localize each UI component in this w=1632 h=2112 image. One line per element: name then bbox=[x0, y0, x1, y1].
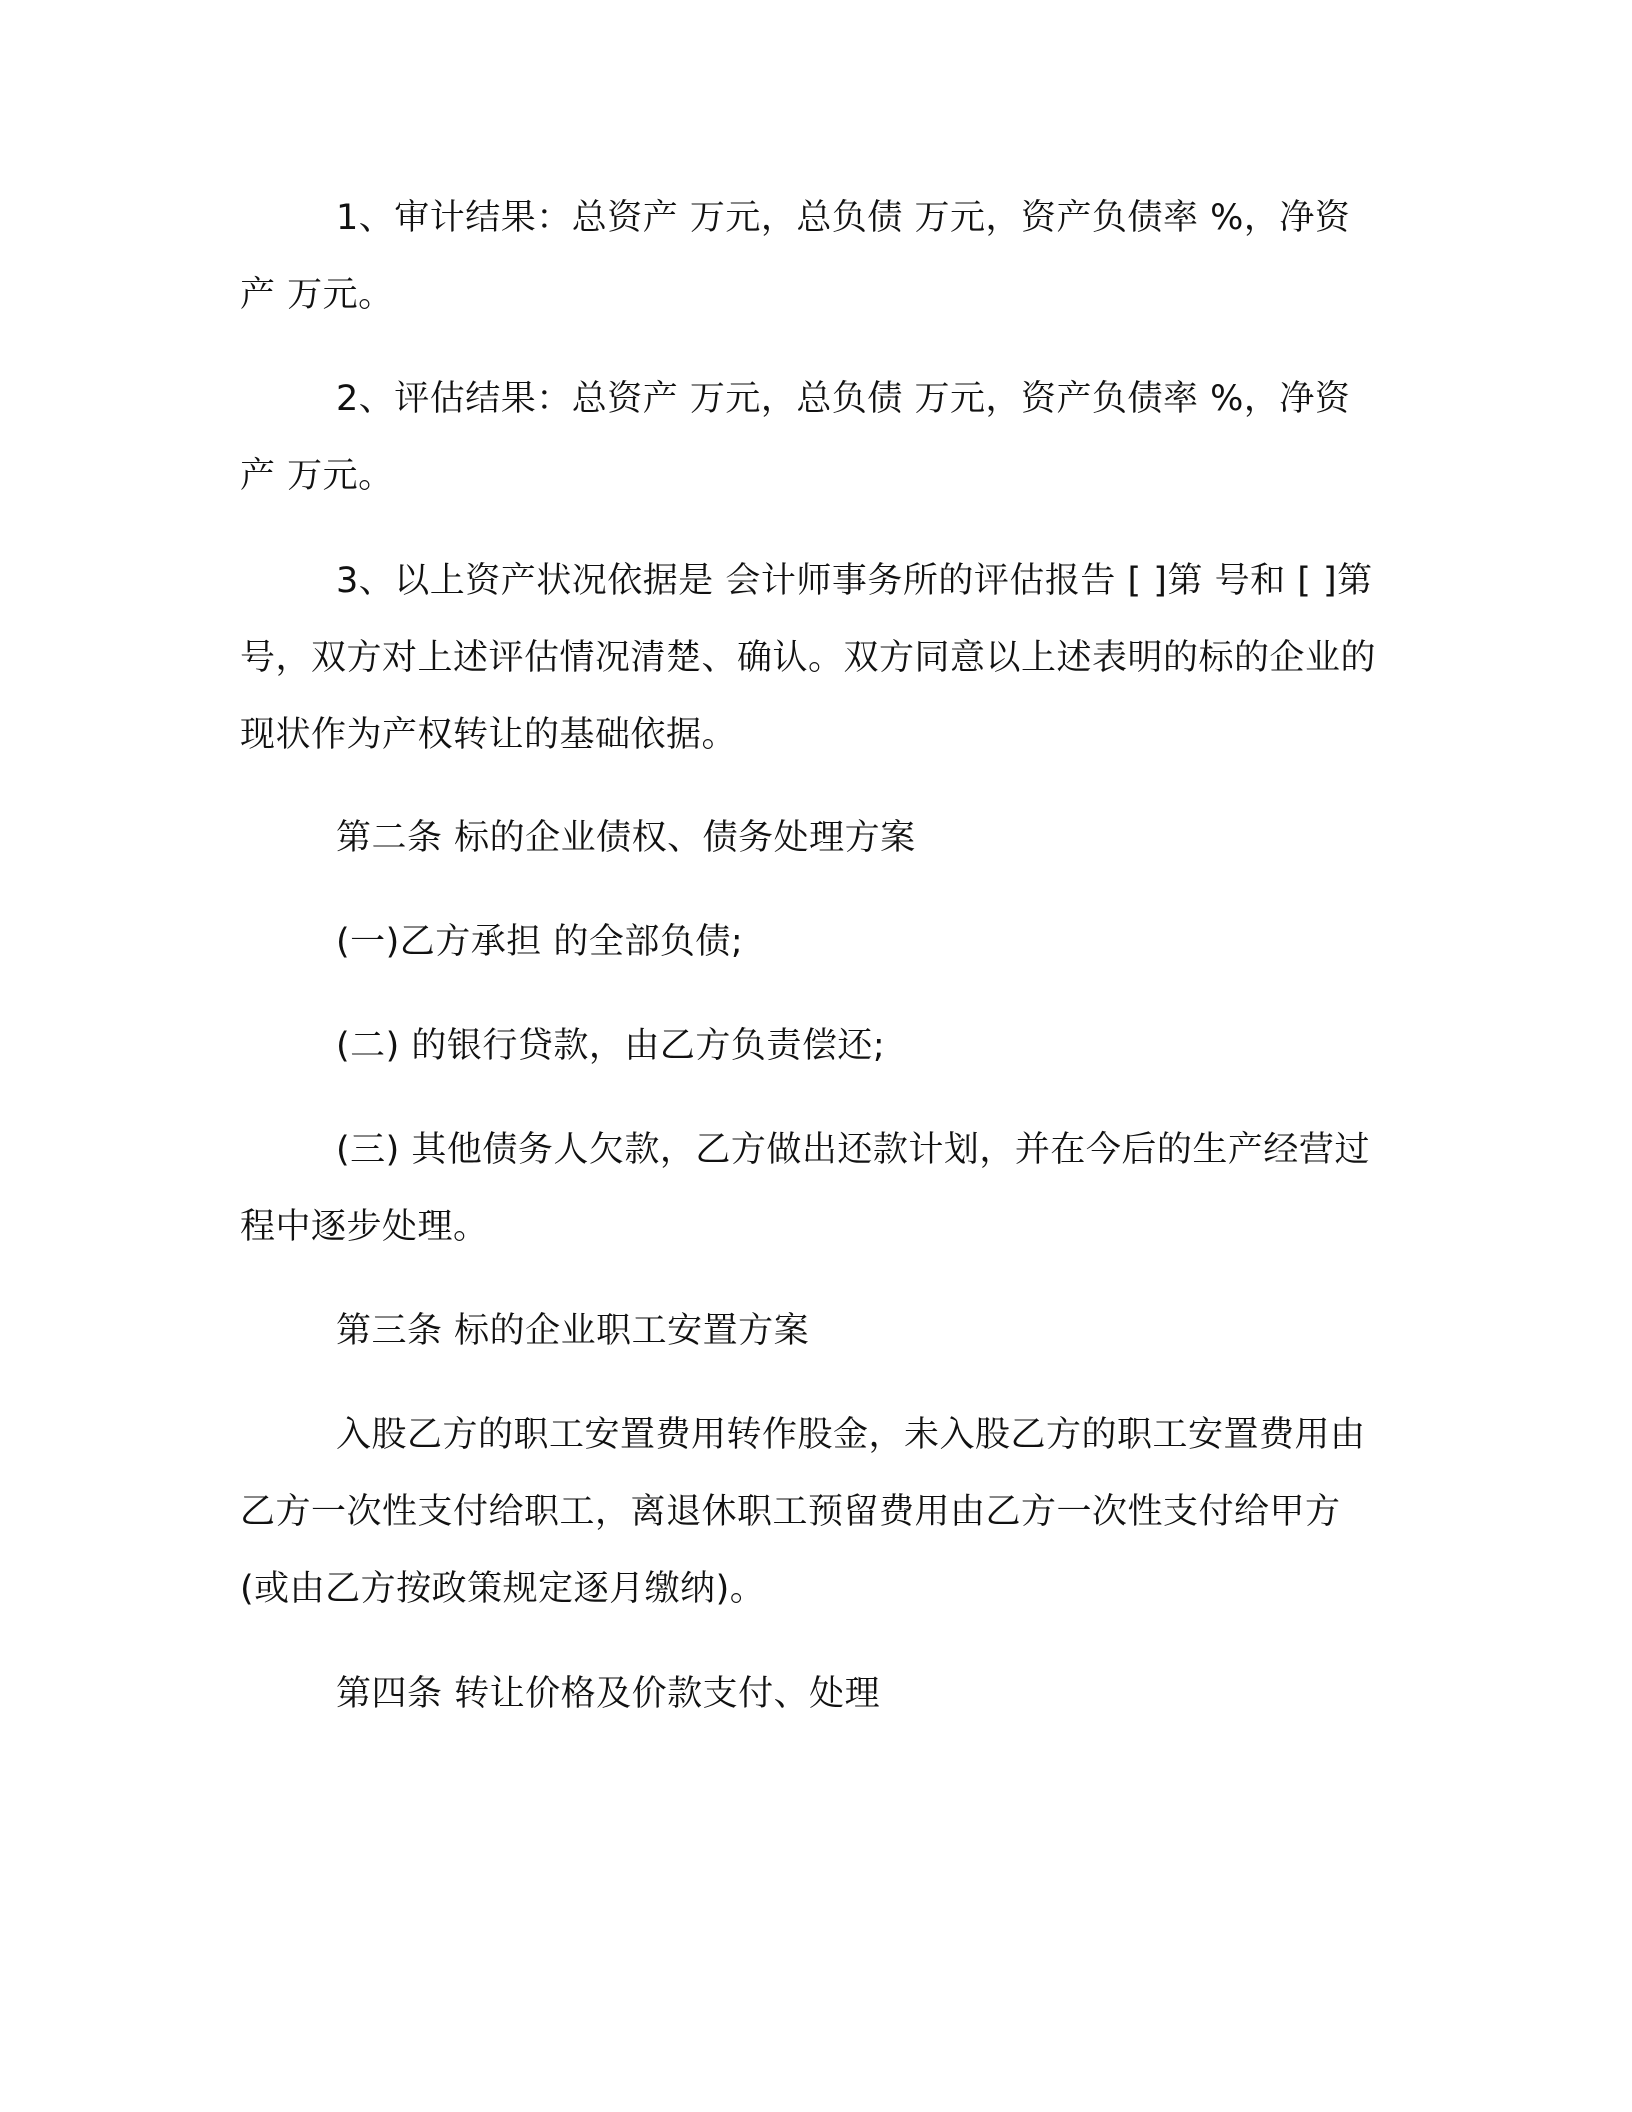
list-item-1: (一)乙方承担 的全部负债; bbox=[336, 922, 744, 962]
list-item-2: (二) 的银行贷款，由乙方负责偿还; bbox=[336, 1026, 886, 1066]
paragraph-asset-basis: 3、以上资产状况依据是 会计师事务所的评估报告 [ ]第 号和 [ ]第 号，双方对上述评估情况清楚、确认。双方同意以上述表明的标的企业的现状作为产权转让的基础依据。 bbox=[240, 561, 1377, 755]
paragraph-staff-placement: 入股乙方的职工安置费用转作股金，未入股乙方的职工安置费用由乙方一次性支付给职工，离退休职工预留费用由乙方一次性支付给甲方(或由乙方按政策规定逐月缴纳)。 bbox=[240, 1415, 1366, 1609]
article-3-heading: 第三条 标的企业职工安置方案 bbox=[336, 1311, 810, 1351]
article-4-heading: 第四条 转让价格及价款支付、处理 bbox=[336, 1674, 881, 1714]
list-item-3: (三) 其他债务人欠款，乙方做出还款计划，并在今后的生产经营过程中逐步处理。 bbox=[240, 1130, 1370, 1247]
article-2-heading: 第二条 标的企业债权、债务处理方案 bbox=[336, 818, 916, 858]
paragraph-evaluation-result: 2、评估结果：总资产 万元，总负债 万元，资产负债率 %，净资产 万元。 bbox=[240, 379, 1351, 496]
paragraph-audit-result: 1、审计结果：总资产 万元，总负债 万元，资产负债率 %，净资产 万元。 bbox=[240, 198, 1351, 315]
